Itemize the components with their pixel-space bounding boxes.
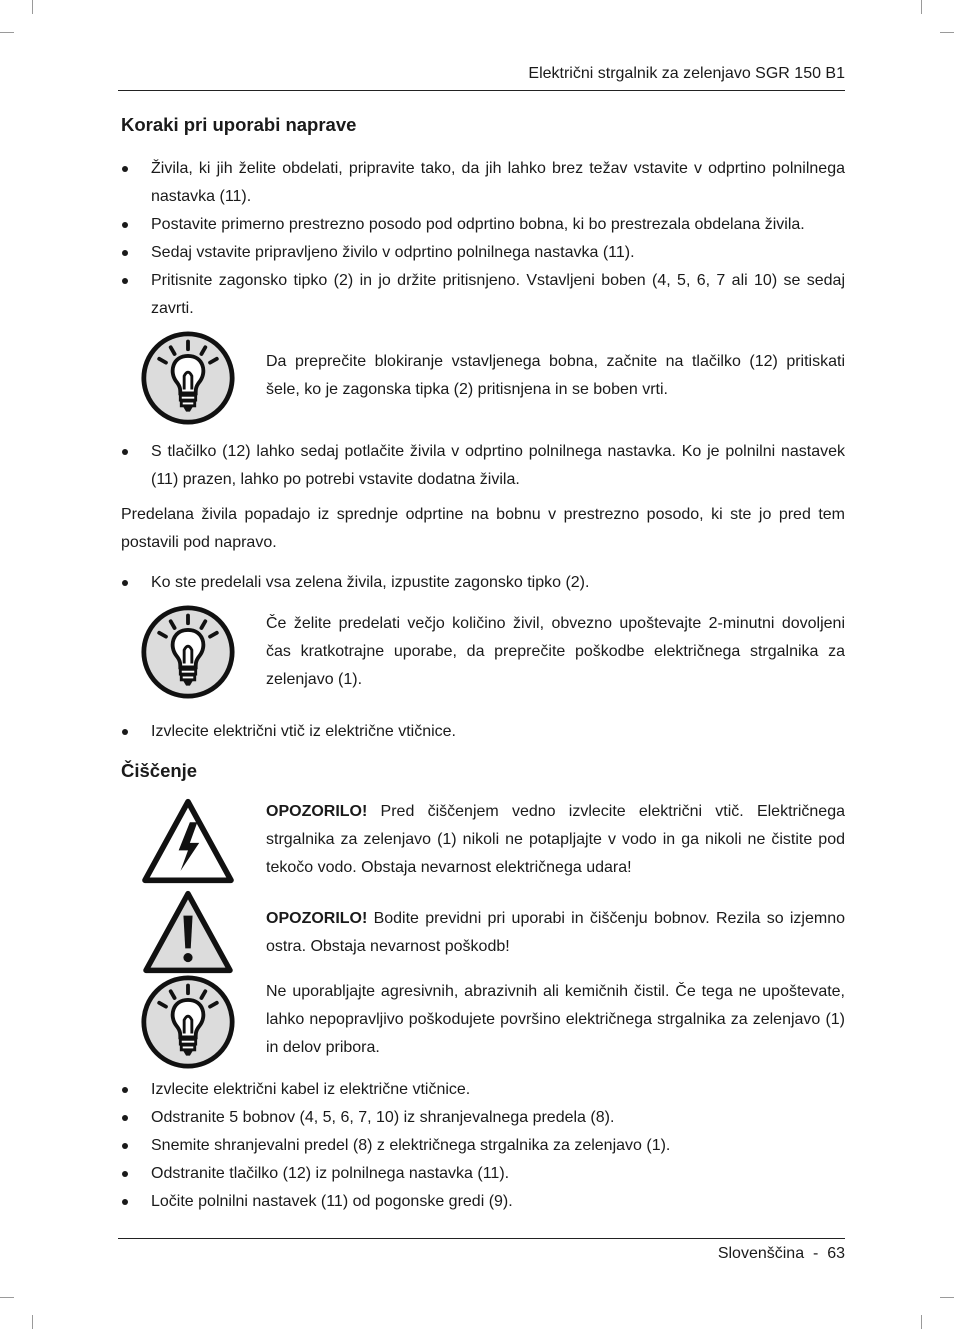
list-item: Sedaj vstavite pripravljeno živilo v odprtino polnilnega nastavka (11). — [121, 239, 845, 267]
crop-mark — [921, 0, 922, 14]
warning-note-general — [121, 890, 845, 974]
warning-text-general — [266, 890, 845, 961]
crop-mark — [32, 1315, 33, 1329]
list-item: Izvlecite električni kabel iz električne vtičnice. — [121, 1076, 845, 1104]
lightbulb-icon — [139, 974, 237, 1070]
list-item: Snemite shranjevalni predel (8) z električnega strgalnika za zelenjavo (1). — [121, 1132, 845, 1160]
list-item: Izvlecite električni vtič iz električne vtičnice. — [121, 718, 845, 746]
list-item: Ločite polnilni nastavek (11) od pogonske gredi (9). — [121, 1188, 845, 1216]
crop-mark — [0, 32, 14, 33]
page-header — [118, 62, 845, 91]
warning-body: Pred čiščenjem vedno izvlecite električni vtič. Električnega strgalnika za zelenjavo (1) nikoli ne potapljajte v vodo in ga nikoli ne čistite pod tekočo vodo. Obstaja nevarnost električnega udara! — [266, 803, 845, 876]
tip-note — [121, 604, 845, 700]
tip-text: Da preprečite blokiranje vstavljenega bobna, začnite na tlačilko (12) pritiskati šele, ko je zagonska tipka (2) pritisnjena in se boben vrti. — [266, 353, 845, 398]
section-title-cleaning: Čiščenje — [121, 760, 198, 781]
section-title-usage: Koraki pri uporabi naprave — [121, 114, 357, 135]
cleaning-steps-list — [121, 1076, 845, 1216]
usage-steps-list-2 — [121, 438, 845, 494]
crop-mark — [940, 32, 954, 33]
header-title: Električni strgalnik za zelenjavo SGR 150 B1 — [528, 65, 845, 82]
lightbulb-icon — [139, 330, 237, 426]
warning-body: Bodite previdni pri uporabi in čiščenju bobnov. Rezila so izjemno ostra. Obstaja nevarnost poškodb! — [266, 910, 845, 955]
usage-steps-list — [121, 155, 845, 323]
tip-text: Če želite predelati večjo količino živil, obvezno upoštevajte 2-minutni dovoljeni čas kratkotrajne uporabe, da preprečite poškodbe električnega strgalnika za zelenjavo (1). — [266, 615, 845, 688]
lightbulb-icon — [139, 604, 237, 700]
warning-label: OPOZORILO! — [266, 803, 368, 820]
warning-text-electric — [266, 798, 845, 882]
list-item: S tlačilko (12) lahko sedaj potlačite živila v odprtino polnilnega nastavka. Ko je polnilni nastavek (11) prazen, lahko po potrebi vstavite dodatna živila. — [121, 438, 845, 494]
page-number: Slovenščina - 63 — [717, 1245, 845, 1262]
tip-note — [121, 974, 845, 1070]
exclamation-warning-icon — [139, 890, 237, 974]
list-item: Živila, ki jih želite obdelati, pripravite tako, da jih lahko brez težav vstavite v odprtino polnilnega nastavka (11). — [121, 155, 845, 211]
electric-hazard-icon — [139, 798, 237, 884]
list-item: Pritisnite zagonsko tipko (2) in jo držite pritisnjeno. Vstavljeni boben (4, 5, 6, 7 ali 10) se sedaj zavrti. — [121, 267, 845, 323]
warning-label: OPOZORILO! — [266, 910, 368, 927]
crop-mark — [940, 1297, 954, 1298]
usage-steps-list-4 — [121, 718, 845, 746]
list-item: Odstranite 5 bobnov (4, 5, 6, 7, 10) iz shranjevalnega predela (8). — [121, 1104, 845, 1132]
list-item: Odstranite tlačilko (12) iz polnilnega nastavka (11). — [121, 1160, 845, 1188]
crop-mark — [921, 1315, 922, 1329]
tip-note — [121, 330, 845, 426]
page-content — [121, 110, 845, 1216]
usage-steps-list-3 — [121, 569, 845, 597]
page-footer — [118, 1238, 845, 1279]
list-item: Ko ste predelali vsa zelena živila, izpustite zagonsko tipko (2). — [121, 569, 845, 597]
list-item: Postavite primerno prestrezno posodo pod odprtino bobna, ki bo prestrezala obdelana živila. — [121, 211, 845, 239]
tip-text: Ne uporabljajte agresivnih, abrazivnih ali kemičnih čistil. Če tega ne upoštevate, lahko nepopravljivo poškodujete površino električnega strgalnika za zelenjavo (1) in delov pribora. — [266, 983, 845, 1056]
crop-mark — [32, 0, 33, 14]
warning-note-electric — [121, 798, 845, 886]
body-paragraph: Predelana živila popadajo iz sprednje odprtine na bobnu v prestrezno posodo, ki ste jo pred tem postavili pod napravo. — [121, 506, 845, 551]
crop-mark — [0, 1297, 14, 1298]
